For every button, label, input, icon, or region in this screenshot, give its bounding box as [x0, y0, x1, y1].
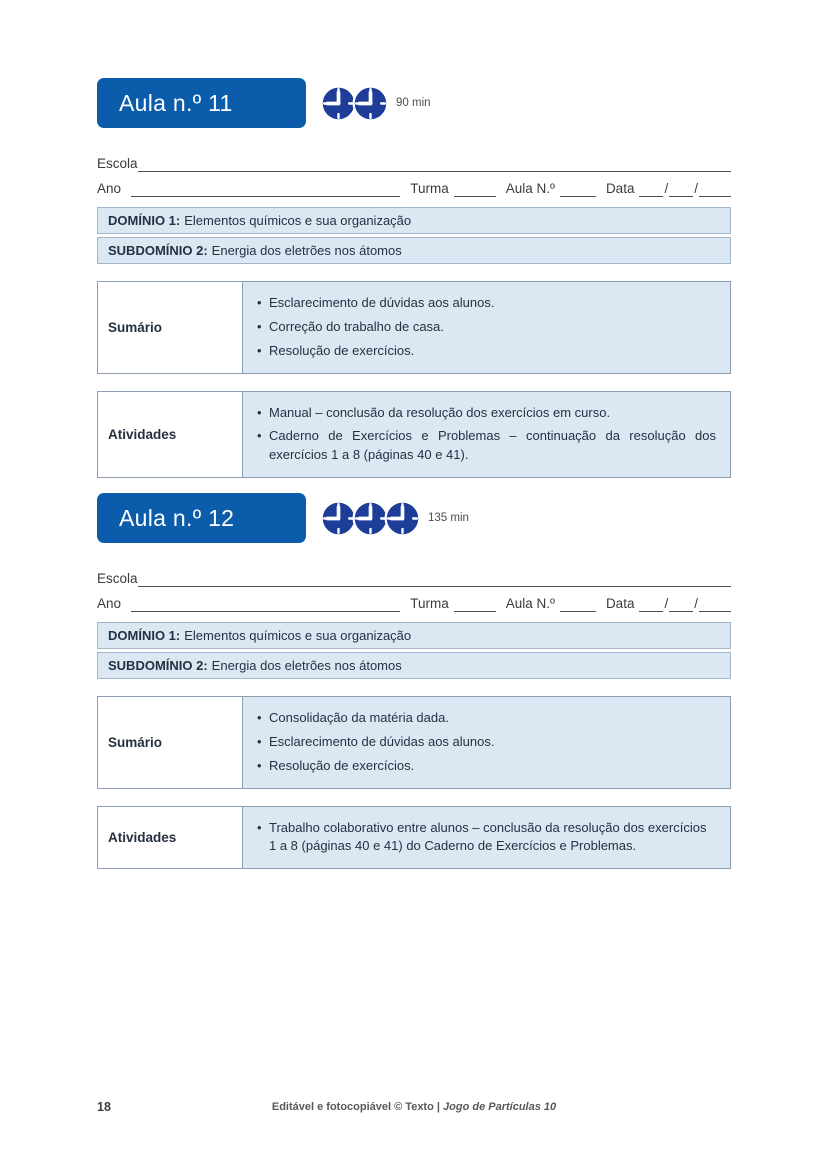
data-day-blank [639, 179, 663, 197]
duration-label: 90 min [396, 97, 431, 109]
turma-blank-line [454, 179, 496, 197]
ano-row [97, 172, 731, 197]
sumario-content-cell [243, 282, 731, 374]
escola-blank-line [138, 569, 731, 587]
escola-blank-line [138, 154, 731, 172]
turma-label: Turma [410, 181, 449, 196]
lesson-title-bar: Aula n.º 12 [97, 493, 306, 543]
ano-blank-line [131, 179, 400, 197]
domain-box [97, 622, 731, 679]
page-footer [0, 1100, 828, 1120]
escola-row [97, 147, 731, 172]
subdominio-text: Energia dos eletrões nos átomos [211, 243, 402, 258]
lesson-block-11 [97, 78, 731, 478]
sumario-table [97, 281, 731, 374]
subdominio-text: Energia dos eletrões nos átomos [211, 658, 402, 674]
duration-indicator [320, 500, 469, 537]
list-item: • Manual – conclusão da resolução dos exercícios em curso. [269, 404, 716, 423]
footer-book-title: Jogo de Partículas 10 [443, 1101, 557, 1113]
list-item: • Resolução de exercícios. [269, 757, 716, 776]
list-item: • Trabalho colaborativo entre alunos – conclusão da resolução dos exercícios 1 a 8 (páginas 40 e 41) do Caderno de Exercícios e Problemas. [269, 819, 716, 857]
ano-label: Ano [97, 181, 122, 196]
atividades-label-cell: Atividades [98, 806, 243, 869]
subdominio-row [97, 237, 731, 264]
sumario-label-cell: Sumário [98, 697, 243, 789]
atividades-label-cell: Atividades [98, 391, 243, 478]
sumario-content-cell [243, 697, 731, 789]
ano-row [97, 587, 731, 612]
lesson-block-12 [97, 493, 731, 869]
data-year-blank [699, 594, 731, 612]
list-item: • Resolução de exercícios. [269, 342, 716, 361]
clock-icon [352, 85, 389, 122]
turma-blank-line [454, 594, 496, 612]
page-number: 18 [97, 1100, 111, 1114]
subdominio-label: SUBDOMÍNIO 2: [108, 243, 208, 258]
data-label: Data [605, 181, 635, 196]
ano-blank-line [131, 594, 400, 612]
subdominio-label: SUBDOMÍNIO 2: [108, 658, 208, 674]
data-month-blank [669, 179, 693, 197]
sumario-label-cell: Sumário [98, 282, 243, 374]
atividades-table [97, 806, 731, 870]
atividades-table [97, 391, 731, 479]
list-item: • Correção do trabalho de casa. [269, 318, 716, 337]
document-page [97, 78, 731, 869]
dominio-text: Elementos químicos e sua organização [184, 628, 412, 644]
aula-n-blank-line [560, 594, 596, 612]
dominio-text: Elementos químicos e sua organização [184, 213, 412, 228]
sumario-list [253, 294, 716, 361]
duration-indicator [320, 85, 431, 122]
atividades-list [253, 819, 716, 857]
aula-n-label: Aula N.º [505, 181, 555, 196]
subdominio-row [97, 652, 731, 679]
data-day-blank [639, 594, 663, 612]
date-slash: / [694, 596, 698, 612]
duration-label: 135 min [428, 512, 469, 525]
data-year-blank [699, 179, 731, 197]
atividades-content-cell [243, 806, 731, 869]
lesson-12-header [97, 493, 731, 543]
list-item: • Caderno de Exercícios e Problemas – continuação da resolução dos exercícios 1 a 8 (páginas 40 e 41). [269, 427, 716, 465]
atividades-list [253, 404, 716, 466]
list-item: • Consolidação da matéria dada. [269, 709, 716, 728]
turma-label: Turma [410, 596, 449, 612]
aula-n-blank-line [560, 179, 596, 197]
data-month-blank [669, 594, 693, 612]
sumario-table [97, 696, 731, 789]
ano-label: Ano [97, 596, 122, 612]
dominio-row [97, 207, 731, 234]
list-item: • Esclarecimento de dúvidas aos alunos. [269, 294, 716, 313]
list-item: • Esclarecimento de dúvidas aos alunos. [269, 733, 716, 752]
escola-label: Escola [97, 156, 138, 171]
date-slash: / [694, 181, 698, 196]
date-slash: / [664, 596, 669, 612]
dominio-row [97, 622, 731, 649]
escola-label: Escola [97, 571, 138, 587]
aula-n-label: Aula N.º [505, 596, 555, 612]
sumario-list [253, 709, 716, 776]
clock-icon [384, 500, 421, 537]
lesson-title-bar: Aula n.º 11 [97, 78, 306, 128]
atividades-content-cell [243, 391, 731, 478]
footer-credit-text: Editável e fotocopiável © Texto | [271, 1101, 444, 1113]
date-slash: / [664, 181, 669, 196]
data-label: Data [605, 596, 635, 612]
domain-box [97, 207, 731, 264]
footer-credit [0, 1101, 828, 1113]
dominio-label: DOMÍNIO 1: [108, 628, 181, 644]
escola-row [97, 562, 731, 587]
lesson-11-header [97, 78, 731, 128]
dominio-label: DOMÍNIO 1: [108, 213, 181, 228]
